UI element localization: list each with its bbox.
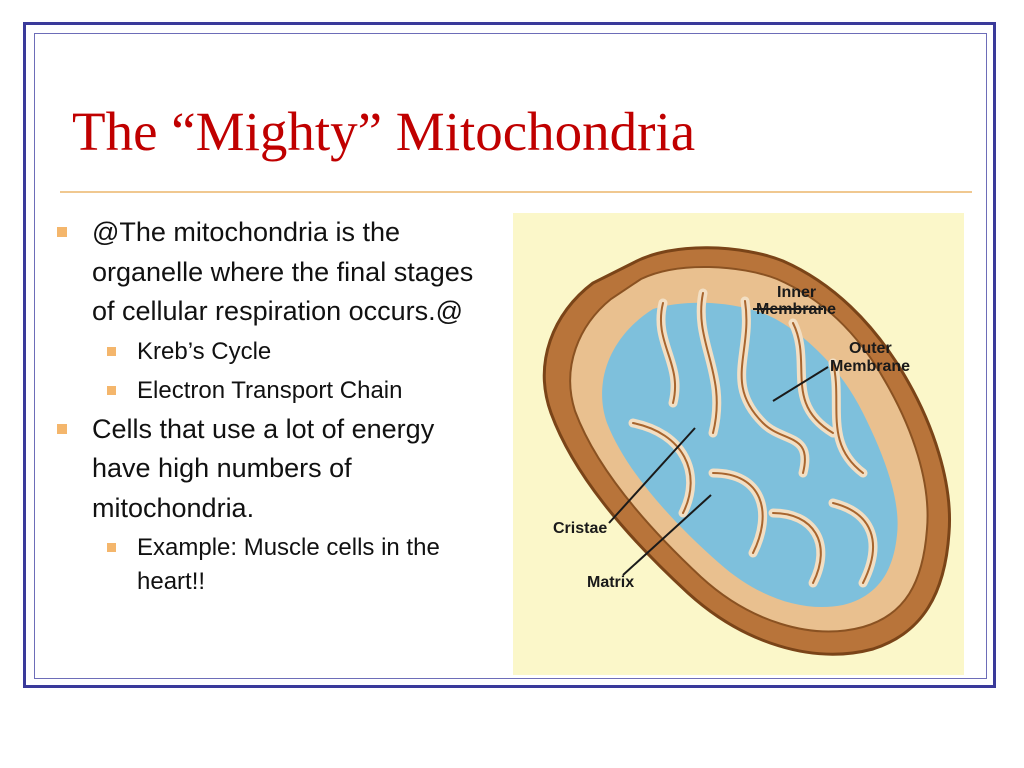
sub-bullet-list — [92, 528, 492, 599]
sub-bullet-marker — [107, 347, 116, 356]
matrix-label: Matrix — [587, 574, 635, 591]
bullet-item — [52, 410, 492, 600]
outer-membrane-label-line1: Outer — [849, 340, 892, 357]
bullet-marker — [57, 424, 67, 434]
slide-title: The “Mighty” Mitochondria — [72, 101, 696, 162]
sub-bullet-marker — [107, 543, 116, 552]
sub-bullet-item — [92, 528, 492, 599]
title-divider — [60, 191, 972, 193]
inner-membrane-label-line1: Inner — [777, 284, 817, 301]
sub-bullet-list — [92, 332, 492, 410]
bullet-text: Cells that use a lot of energy have high numbers of mitochondria. — [92, 413, 435, 523]
sub-bullet-text: Example: Muscle cells in the heart!! — [137, 534, 440, 595]
mitochondria-diagram — [513, 213, 964, 675]
bullet-item — [52, 213, 492, 410]
sub-bullet-marker — [107, 386, 116, 395]
sub-bullet-text: Kreb’s Cycle — [137, 337, 272, 365]
cristae-label: Cristae — [553, 520, 608, 537]
bullet-text: @The mitochondria is the organelle where the final stages of cellular respiration occurs.@ — [92, 217, 474, 326]
sub-bullet-text: Electron Transport Chain — [137, 376, 403, 404]
bullet-marker — [57, 227, 67, 237]
mitochondria-illustration — [513, 213, 964, 675]
sub-bullet-item — [92, 371, 492, 410]
bullet-list — [52, 213, 492, 599]
outer-membrane-label-line2: Membrane — [830, 358, 911, 375]
sub-bullet-item — [92, 332, 492, 371]
inner-membrane-label-line2: Membrane — [756, 301, 837, 318]
